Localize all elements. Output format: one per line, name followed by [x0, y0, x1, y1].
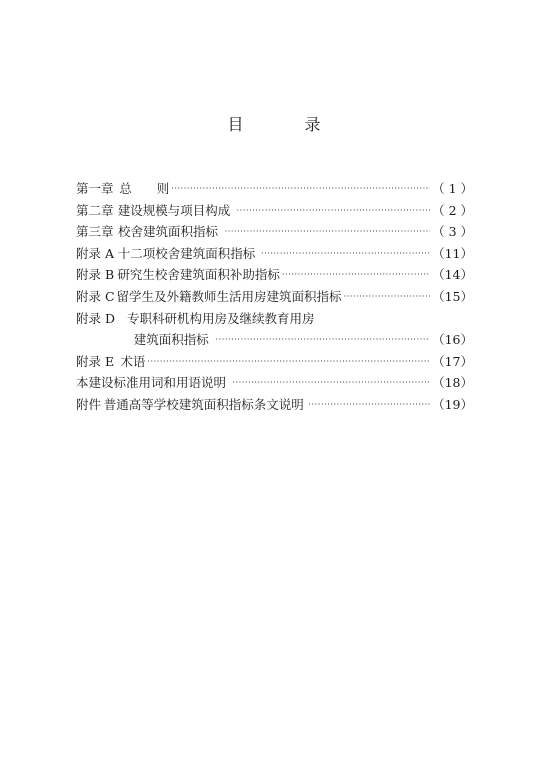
toc-entry-label: 十二项校舍建筑面积指标 [117, 245, 256, 261]
toc-entry-page: （ 1 ） [432, 181, 473, 196]
toc-entry-label: 校舍建筑面积指标 [118, 224, 219, 240]
toc-entry-chapter-2[interactable] [76, 200, 473, 222]
leader-dots [261, 243, 430, 265]
toc-entry-appendix-c[interactable] [76, 286, 473, 308]
toc-entry-page: （ 3 ） [432, 224, 474, 240]
toc-entry-label: 总 则 [119, 181, 170, 196]
toc-entry-number: 附录 B [76, 267, 115, 283]
toc-entry-number: 附录 C [76, 288, 115, 304]
toc-entry-page: （18） [432, 375, 473, 391]
toc-entry-terminology-notes[interactable] [76, 372, 473, 394]
toc-entry-label: 建设规模与项目构成 [117, 202, 231, 218]
toc-entry-appendix-b[interactable] [76, 264, 473, 286]
toc-title: 目 录 [227, 115, 349, 134]
toc-entry-number: 第三章 [76, 224, 114, 240]
toc-entry-appendix-a[interactable] [76, 243, 473, 265]
toc-entry-page: （16） [432, 332, 473, 348]
toc-entry-label: 建筑面积指标 [133, 332, 209, 348]
toc-entry-chapter-3[interactable] [76, 221, 473, 243]
toc-entry-label: 术语 [120, 353, 146, 369]
toc-entry-number: 第二章 [76, 202, 114, 218]
toc-entry-number: 附件 [76, 396, 102, 412]
toc-entry-page: （ 2 ） [432, 202, 473, 218]
toc-entry-page: （11） [432, 245, 474, 261]
table-of-contents [76, 178, 473, 416]
leader-dots [232, 372, 430, 394]
toc-entry-label: 普通高等学校建筑面积指标条文说明 [103, 396, 304, 412]
toc-entry-number: 第一章 [76, 181, 114, 196]
toc-entry-chapter-1[interactable] [76, 178, 473, 200]
toc-entry-appendix-d[interactable] [76, 308, 473, 330]
toc-entry-number: 附录 D [76, 310, 115, 326]
toc-entry-appendix-e[interactable] [76, 351, 473, 373]
toc-entry-label: 本建设标准用词和用语说明 [76, 375, 227, 391]
toc-entry-number: 附录 E [76, 353, 115, 369]
toc-entry-page: （19） [432, 396, 473, 412]
toc-entry-page: （14） [432, 267, 473, 283]
toc-entry-label: 专职科研机构用房及继续教育用房 [127, 310, 315, 326]
toc-entry-label: 留学生及外籍教师生活用房建筑面积指标 [116, 288, 342, 304]
toc-entry-attachment[interactable] [76, 394, 473, 416]
toc-entry-page: （17） [432, 353, 473, 369]
leader-dots [225, 221, 431, 243]
leader-dots [147, 351, 430, 373]
toc-entry-label: 研究生校舍建筑面积补助指标 [117, 267, 280, 283]
leader-dots [308, 394, 430, 416]
toc-entry-page: （15） [432, 288, 473, 304]
leader-dots [343, 286, 430, 308]
leader-dots [215, 329, 430, 351]
toc-entry-number: 附录 A [76, 245, 115, 261]
leader-dots [282, 264, 430, 286]
toc-entry-appendix-d-continued[interactable] [76, 329, 473, 351]
leader-dots [237, 200, 431, 222]
leader-dots [171, 178, 430, 200]
